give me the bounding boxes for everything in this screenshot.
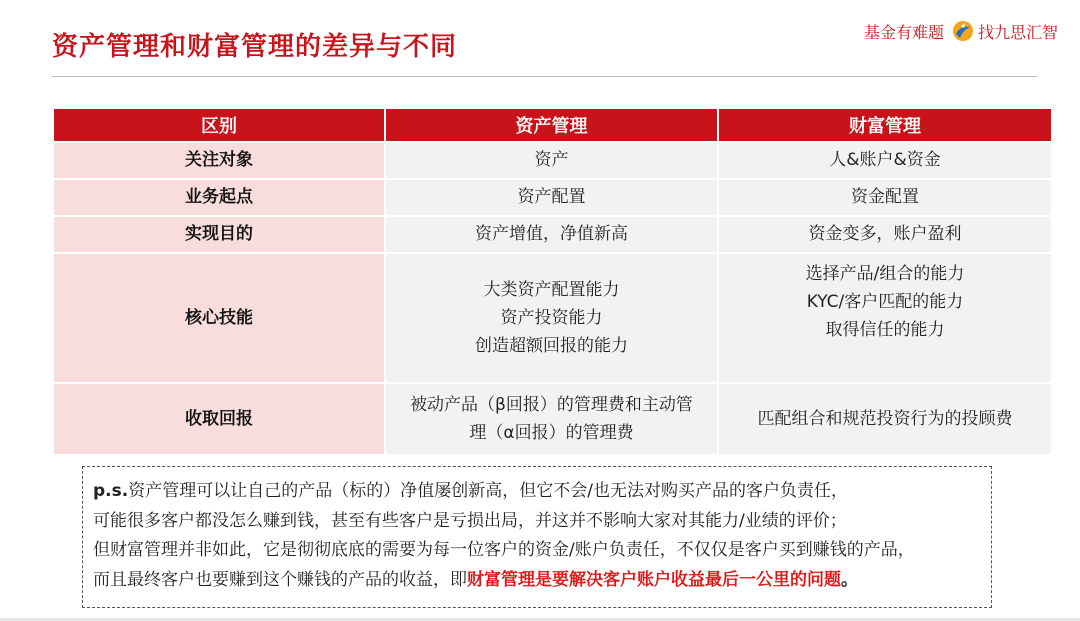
table-row [54, 178, 1051, 215]
brand [864, 18, 1058, 44]
cell-line: 取得信任的能力 [825, 320, 945, 341]
note-line-4 [93, 566, 981, 596]
asset-cell [386, 252, 719, 382]
wealth-cell [719, 178, 1051, 215]
highlight-text: 财富管理是要解决客户账户收益最后一公里的问题 [467, 569, 841, 590]
cell-line: 资产配置 [517, 187, 586, 208]
note-line-2: 可能很多客户都没怎么赚到钱，甚至有些客户是亏损出局，并这并不影响大家对其能力/业绩的评价； [93, 510, 847, 531]
cell-line: 资产增值，净值新高 [475, 224, 628, 245]
ps-prefix: p.s. [93, 481, 129, 501]
table-row [54, 141, 1051, 178]
table-row [54, 252, 1051, 382]
row-label: 实现目的 [54, 215, 386, 252]
note-line-3: 但财富管理并非如此，它是彻彻底底的需要为每一位客户的资金/账户负责任，不仅仅是客户买到赚钱的产品， [93, 540, 915, 560]
header-cell-asset-mgmt: 资产管理 [386, 109, 719, 141]
brand-text-1: 基金有难题 [863, 22, 944, 42]
cell-line: 匹配组合和规范投资行为的投顾费 [757, 408, 1013, 429]
wealth-cell [719, 252, 1051, 382]
cell-line: 资产投资能力 [500, 307, 603, 328]
cell-line: 资金配置 [851, 187, 919, 208]
table-header-row [54, 109, 1051, 141]
cell-line: 资金变多，账户盈利 [808, 224, 962, 245]
asset-cell [386, 141, 719, 178]
asset-cell [386, 382, 719, 454]
jiusi-logo-icon [952, 20, 974, 42]
header-cell-wealth-mgmt: 财富管理 [719, 109, 1051, 141]
wealth-cell [719, 141, 1051, 178]
title-divider [52, 76, 1037, 77]
cell-line: 选择产品/组合的能力 [805, 264, 965, 284]
cell-line: 被动产品（β回报）的管理费和主动管 [410, 394, 693, 415]
row-label: 业务起点 [54, 178, 386, 215]
cell-line: 大类资产配置能力 [483, 279, 620, 300]
note-line-1 [93, 477, 981, 507]
table-row [54, 215, 1051, 252]
cell-line: 资产 [534, 150, 569, 171]
note-text-4: 而且最终客户也要赚到这个赚钱的产品的收益，即 [93, 569, 467, 590]
wealth-cell [719, 382, 1051, 454]
note-text-1: 资产管理可以让自己的产品（标的）净值屡创新高，但它不会/也无法对购买产品的客户负责任， [128, 481, 848, 501]
row-label: 收取回报 [54, 382, 386, 454]
cell-line: KYC/客户匹配的能力 [806, 292, 964, 313]
cell-line: 创造超额回报的能力 [475, 336, 628, 357]
comparison-table [54, 109, 1051, 454]
page-title: 资产管理和财富管理的差异与不同 [52, 32, 458, 62]
header-cell-diff: 区别 [54, 109, 386, 141]
cell-line: 理（α回报）的管理费 [469, 423, 634, 443]
wealth-cell [719, 215, 1051, 252]
cell-line: 人&账户&资金 [829, 150, 941, 171]
row-label: 关注对象 [54, 141, 386, 178]
table-row [54, 382, 1051, 454]
note-period: 。 [841, 569, 858, 590]
note-box [82, 466, 992, 608]
brand-text-2: 找九思汇智 [977, 22, 1058, 42]
asset-cell [386, 178, 719, 215]
row-label: 核心技能 [54, 252, 386, 382]
asset-cell [386, 215, 719, 252]
